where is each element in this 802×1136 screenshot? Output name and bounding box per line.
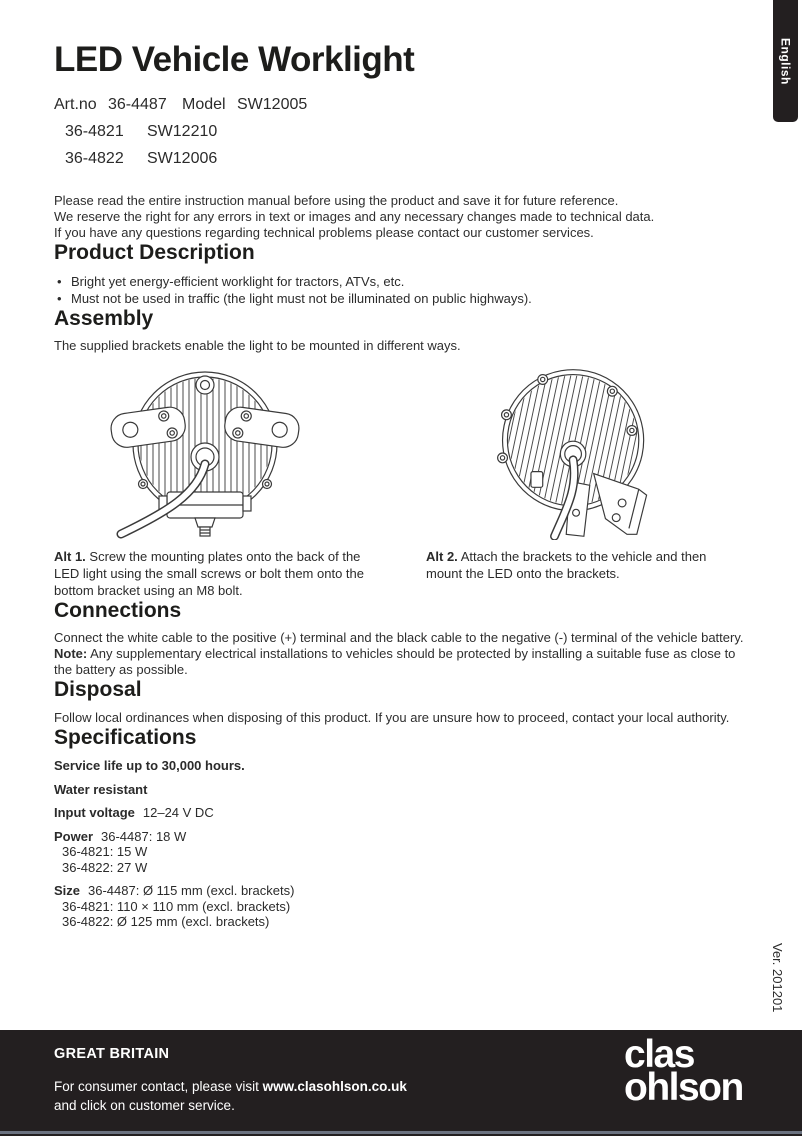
bullet-text: Must not be used in traffic (the light must not be illuminated on public highways). <box>71 290 532 306</box>
spec-subvalue: 36-4822: 27 W <box>62 859 148 875</box>
intro-line: We reserve the right for any errors in text or images and any necessary changes made to technical data. <box>54 209 655 224</box>
page-content <box>54 0 755 930</box>
alt1-label: Alt 1. <box>54 549 86 564</box>
bullet-item <box>54 291 755 308</box>
article-numbers <box>54 91 755 172</box>
spec-water-resistant <box>54 782 755 798</box>
footer-contact-line1 <box>54 1077 407 1096</box>
model-value: SW12005 <box>237 96 308 113</box>
page-title: LED Vehicle Worklight <box>54 40 415 79</box>
assembly-intro: The supplied brackets enable the light to be mounted in different ways. <box>54 338 461 353</box>
section-heading-connections: Connections <box>54 599 182 622</box>
spec-value: 12–24 V DC <box>142 805 214 820</box>
model-value: SW12006 <box>147 150 218 167</box>
article-row <box>54 145 755 172</box>
alt1-caption <box>54 548 366 599</box>
spec-label: Water resistant <box>54 781 148 797</box>
section-heading-product-description: Product Description <box>54 241 255 264</box>
connections-note <box>54 646 755 678</box>
disposal-paragraph: Follow local ordinances when disposing of this product. If you are unsure how to proceed, contact your local authority. <box>54 710 730 725</box>
footer-contact <box>54 1077 407 1115</box>
artno-value: 36-4821 <box>65 123 124 140</box>
spec-subvalue: 36-4822: Ø 125 mm (excl. brackets) <box>62 914 270 929</box>
spec-label: Power <box>54 828 94 844</box>
spec-power <box>54 829 755 876</box>
footer-contact-pre: For consumer contact, please visit <box>54 1079 263 1094</box>
section-heading-disposal: Disposal <box>54 678 142 701</box>
page-bottom-edge <box>0 1131 802 1134</box>
assembly-figures <box>54 364 755 542</box>
bullet-item <box>54 274 755 291</box>
bullet-text: Bright yet energy-efficient worklight for tractors, ATVs, etc. <box>71 274 405 289</box>
intro-line: If you have any questions regarding technical problems please contact our customer services. <box>54 225 594 240</box>
connections-text: Connect the white cable to the positive (+) terminal and the black cable to the negative (-) terminal of the vehicle battery. <box>54 630 744 645</box>
spec-size <box>54 883 755 930</box>
spec-subvalue: 36-4821: 110 × 110 mm (excl. brackets) <box>62 898 291 914</box>
bullet-icon: • <box>57 290 62 306</box>
intro-line: Please read the entire instruction manual before using the product and save it for future reference. <box>54 193 619 208</box>
footer-contact-line2: and click on customer service. <box>54 1098 235 1113</box>
version-label: Ver. 201201 <box>770 943 785 1013</box>
model-value: SW12210 <box>147 123 218 140</box>
worklight-angled-view-drawing <box>480 364 676 540</box>
artno-value: 36-4487 <box>108 96 167 113</box>
note-label: Note: <box>54 646 88 661</box>
clas-ohlson-logo <box>624 1033 743 1109</box>
footer <box>0 1030 802 1136</box>
spec-value: 36-4487: 18 W <box>101 828 187 844</box>
spec-input-voltage <box>54 805 755 821</box>
language-tab-label: English <box>778 37 793 85</box>
spec-label: Size <box>54 883 81 898</box>
spec-label: Service life up to 30,000 hours. <box>54 758 245 773</box>
logo-line1: clas <box>624 1033 694 1076</box>
logo-line2: ohlson <box>624 1066 743 1109</box>
figure-captions <box>54 548 755 599</box>
article-row <box>54 91 755 118</box>
article-row <box>54 118 755 145</box>
artno-value: 36-4822 <box>65 150 124 167</box>
alt2-text: Attach the brackets to the vehicle and then mount the LED onto the brackets. <box>426 549 707 581</box>
alt1-text: Screw the mounting plates onto the back of the LED light using the small screws or bolt them onto the bottom bracket using an M8 bolt. <box>54 549 364 598</box>
alt2-label: Alt 2. <box>426 549 458 564</box>
spec-value: 36-4487: Ø 115 mm (excl. brackets) <box>88 883 295 898</box>
specifications-list <box>54 758 755 930</box>
product-description-bullets <box>54 274 755 307</box>
spec-service-life <box>54 758 755 774</box>
bullet-icon: • <box>57 274 62 289</box>
model-label: Model <box>182 96 226 113</box>
alt2-caption <box>426 548 718 599</box>
footer-region-label: GREAT BRITAIN <box>54 1046 170 1062</box>
language-tab <box>773 0 798 122</box>
section-heading-specifications: Specifications <box>54 726 197 749</box>
intro-paragraph <box>54 193 755 241</box>
worklight-rear-view-drawing <box>105 364 305 540</box>
spec-subvalue: 36-4821: 15 W <box>62 844 148 859</box>
spec-label: Input voltage <box>54 805 135 820</box>
section-heading-assembly: Assembly <box>54 307 154 330</box>
footer-contact-url: www.clasohlson.co.uk <box>262 1079 407 1094</box>
artno-label: Art.no <box>54 96 97 113</box>
connections-paragraph <box>54 630 755 678</box>
note-text: Any supplementary electrical installations to vehicles should be protected by installing a suitable fuse as close to the battery as possible. <box>54 646 736 677</box>
